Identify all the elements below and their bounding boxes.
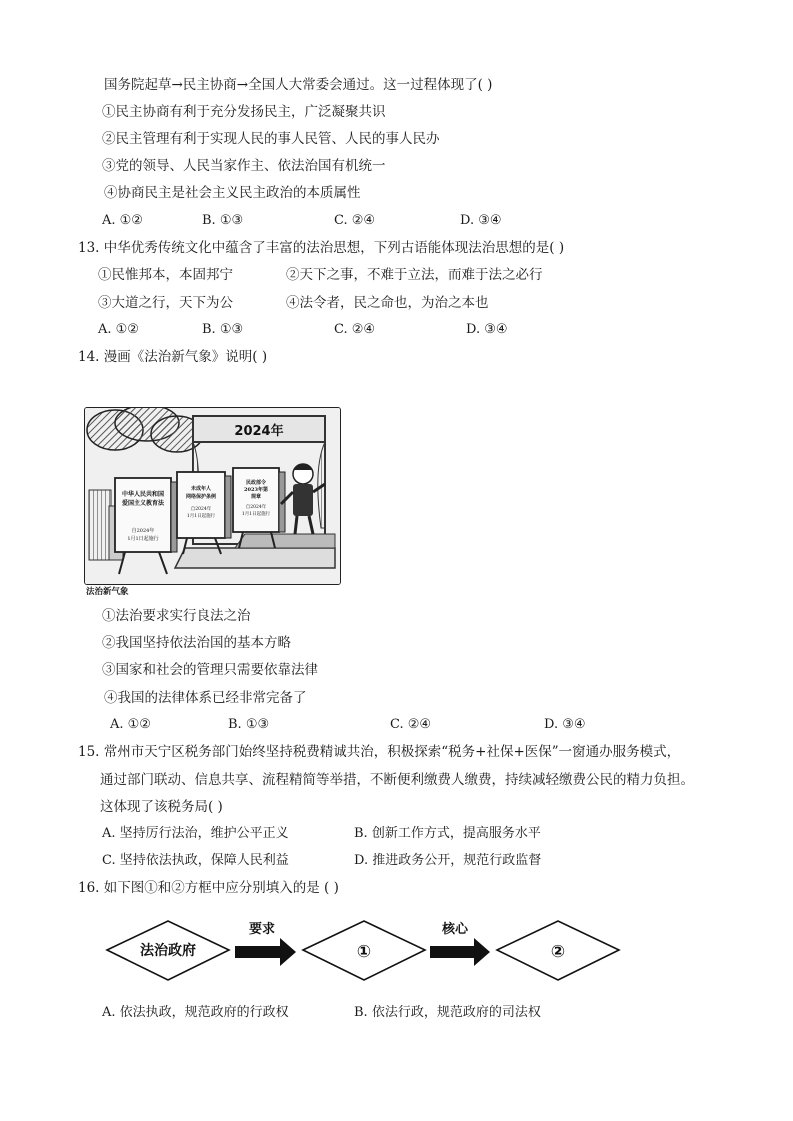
q14-option-a: A. ①②: [110, 717, 151, 732]
book3-line-5: 1月1日起施行: [241, 512, 271, 517]
diagram-box-3-label: ②: [550, 942, 566, 962]
diagram-arrow-1: [235, 938, 296, 966]
q12-item-3: ③党的领导、人民当家作主、依法治国有机统一: [102, 158, 386, 174]
book3-line-1: 民政部令: [245, 480, 267, 486]
diagram-box-2-label: ①: [356, 942, 372, 962]
flow-diagram: [100, 920, 700, 992]
book1-line-4: 1月1日起施行: [127, 536, 159, 542]
q13-option-a: A. ①②: [98, 322, 139, 337]
q12-item-1: ①民主协商有利于充分发扬民主，广泛凝聚共识: [102, 104, 386, 120]
q12-item-4: ④协商民主是社会主义民主政治的本质属性: [104, 185, 361, 201]
book3-line-4: 自2024年: [245, 505, 267, 510]
cartoon-caption: 法治新气象: [86, 587, 129, 597]
q13-option-d: D. ③④: [466, 322, 508, 337]
q15-option-a: A. 坚持厉行法治，维护公平正义: [102, 826, 289, 841]
book2-line-4: 1月1日起施行: [186, 514, 216, 519]
q15-stem-line-1: 15. 常州市天宁区税务部门始终坚持税费精诚共治，积极探索“税务+社保+医保”一窗通办服务模式，: [78, 744, 681, 760]
book1-line-2: 爱国主义教育法: [121, 500, 165, 507]
q15-option-d: D. 推进政务公开，规范行政监督: [354, 853, 542, 868]
q14-item-2: ②我国坚持依法治国的基本方略: [102, 635, 291, 651]
q15-stem-line-3: 这体现了该税务局( ): [100, 799, 223, 815]
cartoon-banner: 2024年: [234, 424, 284, 439]
q12-stem: 国务院起草→民主协商→全国人大常委会通过。这一过程体现了( ): [104, 77, 493, 93]
book1-line-3: 自2024年: [131, 528, 155, 534]
q15-option-b: B. 创新工作方式，提高服务水平: [354, 826, 541, 841]
q14-option-b: B. ①③: [228, 717, 270, 732]
q13-item-2: ②天下之事，不难于立法，而难于法之必行: [286, 267, 543, 283]
q13-item-1: ①民惟邦本，本固邦宁: [98, 267, 233, 283]
q12-option-b: B. ①③: [202, 213, 244, 228]
q12-option-d: D. ③④: [460, 213, 502, 228]
q13-item-4: ④法令者，民之命也，为治之本也: [286, 295, 489, 311]
diagram-arrow-2: [430, 938, 490, 966]
q14-item-3: ③国家和社会的管理只需要依靠法律: [102, 662, 318, 678]
book2-line-1: 未成年人: [190, 486, 212, 492]
q16-stem: 16. 如下图①和②方框中应分别填入的是 ( ): [78, 880, 339, 896]
book1-line-1: 中华人民共和国: [121, 491, 165, 498]
q14-item-1: ①法治要求实行良法之治: [102, 608, 251, 624]
diagram-arrow-2-label: 核心: [441, 922, 469, 937]
q16-option-b: B. 依法行政，规范政府的司法权: [354, 1005, 541, 1020]
diagram-arrow-1-label: 要求: [248, 922, 276, 937]
q13-stem: 13. 中华优秀传统文化中蕴含了丰富的法治思想，下列古语能体现法治思想的是( ): [78, 240, 565, 256]
q14-item-4: ④我国的法律体系已经非常完备了: [104, 690, 307, 706]
book2-line-3: 自2024年: [190, 507, 212, 512]
q14-option-d: D. ③④: [544, 717, 586, 732]
cartoon-image: [84, 407, 341, 585]
q13-item-3: ③大道之行，天下为公: [98, 295, 233, 311]
q15-stem-line-2: 通过部门联动、信息共享、流程精简等举措，不断便利缴费人缴费，持续减轻缴费公民的精力负担。: [100, 772, 694, 788]
q12-item-2: ②民主管理有利于实现人民的事人民管、人民的事人民办: [102, 131, 440, 147]
q14-option-c: C. ②④: [390, 717, 432, 732]
q13-option-b: B. ①③: [202, 322, 244, 337]
q16-option-a: A. 依法执政，规范政府的行政权: [102, 1005, 289, 1020]
q15-option-c: C. 坚持依法执政，保障人民利益: [102, 853, 289, 868]
q14-stem: 14. 漫画《法治新气象》说明( ): [78, 349, 268, 365]
diagram-box-1-label: 法治政府: [140, 943, 196, 959]
q12-option-a: A. ①②: [102, 213, 143, 228]
q12-option-c: C. ②④: [334, 213, 376, 228]
q13-option-c: C. ②④: [334, 322, 376, 337]
book3-line-2: 2023年第: [244, 487, 268, 493]
book2-line-2: 网络保护条例: [185, 494, 217, 500]
book3-line-3: 规章: [250, 494, 262, 500]
